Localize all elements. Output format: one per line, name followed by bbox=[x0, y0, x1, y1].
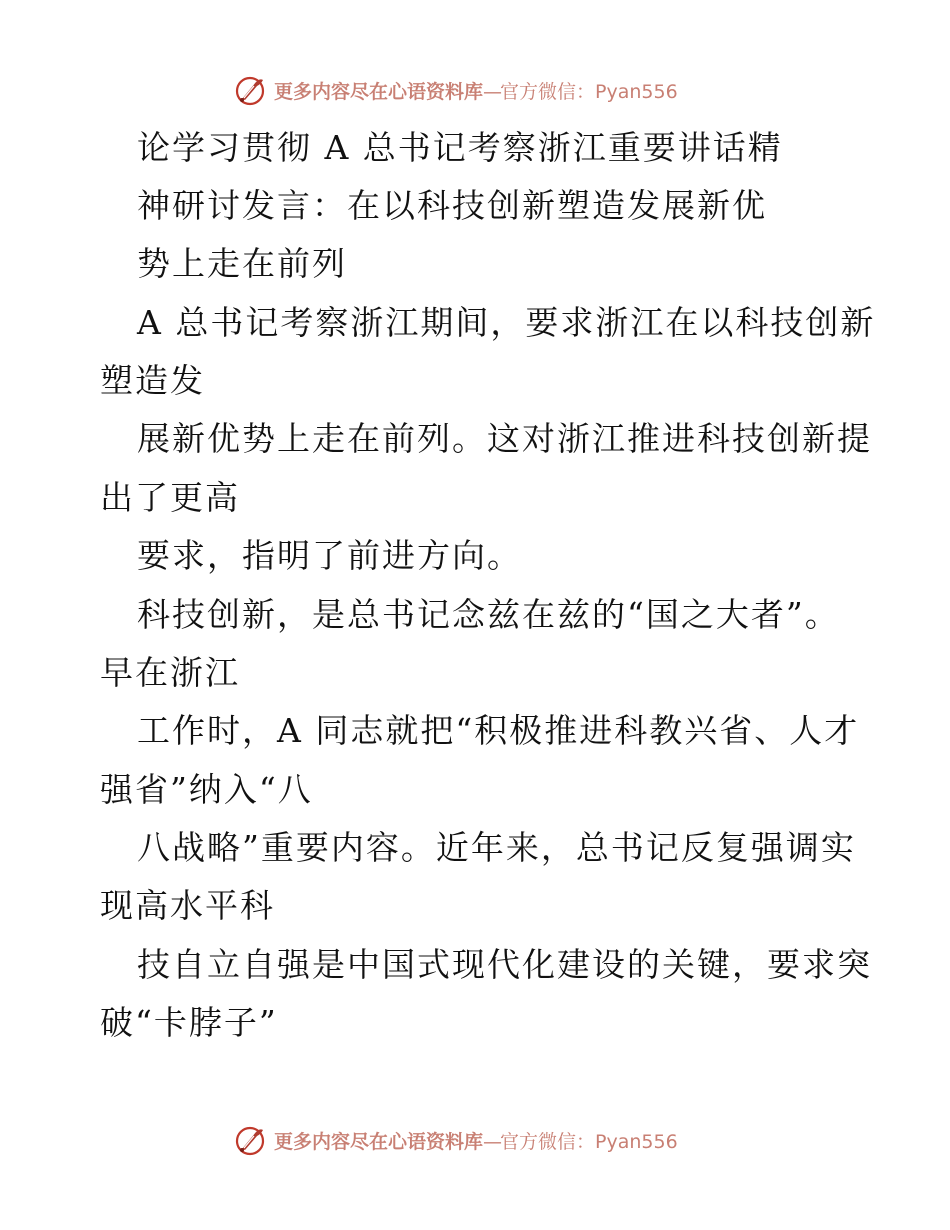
doc-line: 现高水平科 bbox=[100, 886, 275, 925]
watermark-brand: 更多内容尽在心语资料库 bbox=[274, 80, 484, 103]
doc-line: 神研讨发言：在以科技创新塑造发展新优 bbox=[137, 186, 767, 225]
doc-line: 技自立自强是中国式现代化建设的关键，要求突 bbox=[137, 945, 872, 984]
doc-line: 破“卡脖子” bbox=[100, 1003, 278, 1042]
watermark-brand: 更多内容尽在心语资料库 bbox=[274, 1130, 484, 1153]
watermark-wechat-id: Pyan556 bbox=[595, 1130, 678, 1153]
doc-line: 要求，指明了前进方向。 bbox=[137, 536, 522, 575]
doc-line: 展新优势上走在前列。这对浙江推进科技创新提 bbox=[137, 419, 872, 458]
header-watermark bbox=[232, 72, 678, 108]
doc-line: A 总书记考察浙江期间，要求浙江在以科技创新 bbox=[137, 303, 876, 342]
doc-line: 论学习贯彻 A 总书记考察浙江重要讲话精 bbox=[137, 128, 783, 167]
watermark-wechat-id: Pyan556 bbox=[595, 80, 678, 103]
watermark-wechat-label: 官方微信： bbox=[500, 1130, 596, 1153]
watermark-text bbox=[274, 1127, 678, 1154]
doc-line: 工作时，A 同志就把“积极推进科教兴省、人才 bbox=[137, 711, 860, 750]
watermark-separator: — bbox=[483, 80, 501, 103]
doc-line: 出了更高 bbox=[100, 478, 240, 517]
footer-watermark bbox=[232, 1122, 678, 1158]
doc-line: 强省”纳入“八 bbox=[100, 770, 313, 809]
watermark-text bbox=[274, 77, 678, 104]
doc-line: 势上走在前列 bbox=[137, 244, 347, 283]
doc-line: 科技创新，是总书记念兹在兹的“国之大者”。 bbox=[137, 595, 840, 634]
quill-pen-logo-icon bbox=[232, 72, 268, 108]
watermark-separator: — bbox=[483, 1130, 501, 1153]
quill-pen-logo-icon bbox=[232, 1122, 268, 1158]
doc-line: 塑造发 bbox=[100, 361, 205, 400]
watermark-wechat-label: 官方微信： bbox=[500, 80, 596, 103]
doc-line: 八战略”重要内容。近年来，总书记反复强调实 bbox=[137, 828, 856, 867]
doc-line: 早在浙江 bbox=[100, 653, 240, 692]
